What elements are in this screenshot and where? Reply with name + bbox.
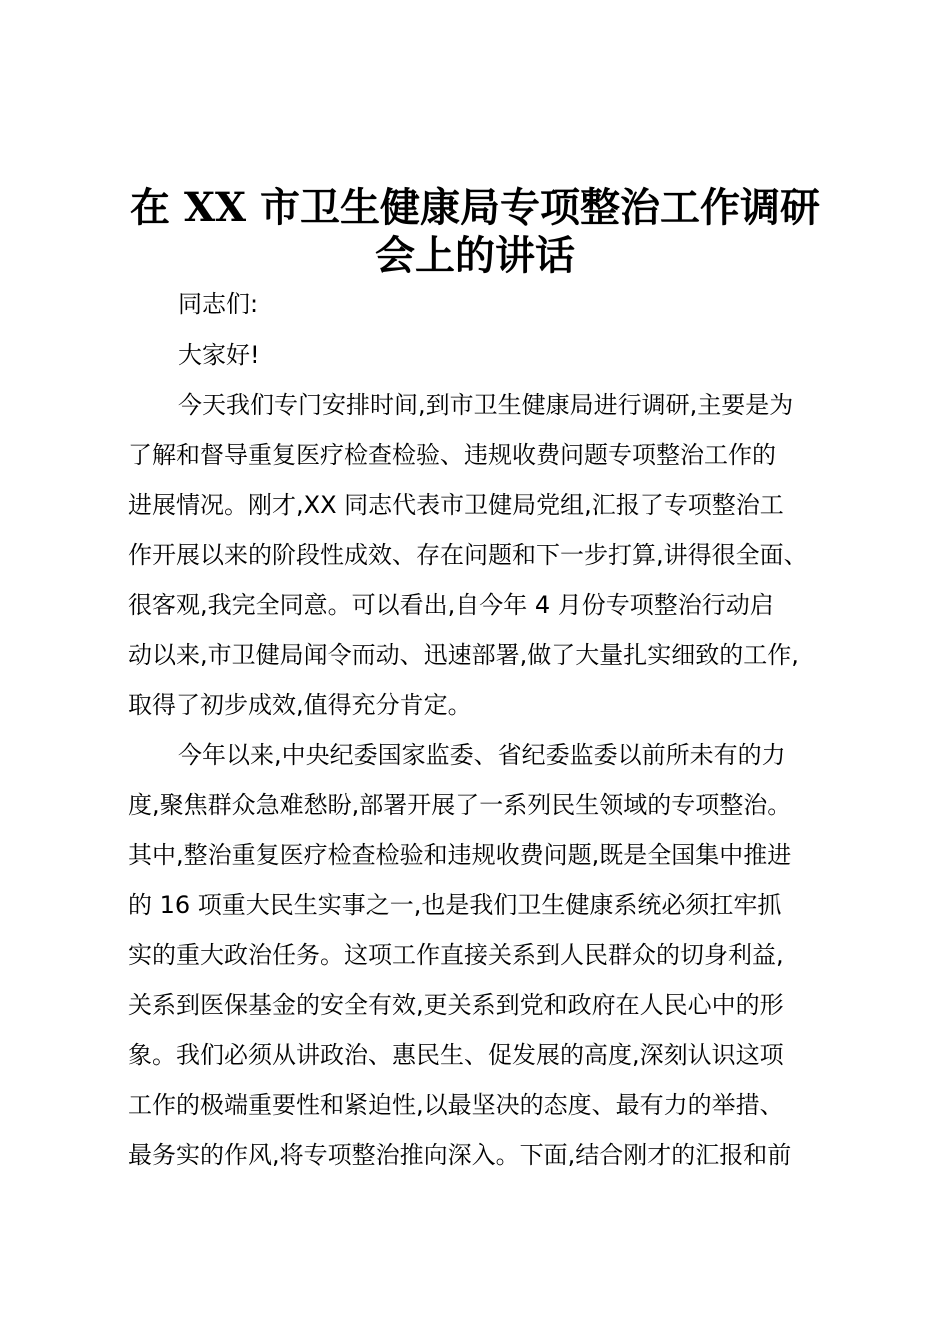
paragraph-line: 今天我们专门安排时间,到市卫生健康局进行调研,主要是为	[178, 391, 794, 419]
paragraph-line: 动以来,市卫健局闻令而动、迅速部署,做了大量扎实细致的工作,	[128, 641, 799, 669]
paragraph-line: 最务实的作风,将专项整治推向深入。下面,结合刚才的汇报和前	[128, 1141, 792, 1169]
document-title-line-2: 会上的讲话	[375, 232, 575, 279]
document-title-line-1: 在 XX 市卫生健康局专项整治工作调研	[130, 184, 820, 231]
paragraph-line: 的 16 项重大民生实事之一,也是我们卫生健康系统必须扛牢抓	[128, 891, 782, 919]
paragraph-line: 工作的极端重要性和紧迫性,以最坚决的态度、最有力的举措、	[128, 1091, 784, 1119]
paragraph-line: 进展情况。刚才,XX 同志代表市卫健局党组,汇报了专项整治工	[128, 491, 784, 519]
paragraph-line: 了解和督导重复医疗检查检验、违规收费问题专项整治工作的	[128, 441, 776, 469]
paragraph-line: 其中,整治重复医疗检查检验和违规收费问题,既是全国集中推进	[128, 841, 792, 869]
paragraph-line: 今年以来,中央纪委国家监委、省纪委监委以前所未有的力	[178, 741, 786, 769]
greeting: 大家好!	[178, 341, 260, 369]
paragraph-line: 很客观,我完全同意。可以看出,自今年 4 月份专项整治行动启	[128, 591, 774, 619]
salutation: 同志们:	[178, 290, 259, 318]
paragraph-line: 实的重大政治任务。这项工作直接关系到人民群众的切身利益,	[128, 941, 784, 969]
paragraph-line: 取得了初步成效,值得充分肯定。	[128, 691, 472, 719]
paragraph-line: 度,聚焦群众急难愁盼,部署开展了一系列民生领域的专项整治。	[128, 791, 792, 819]
paragraph-line: 关系到医保基金的安全有效,更关系到党和政府在人民心中的形	[128, 991, 784, 1019]
paragraph-line: 象。我们必须从讲政治、惠民生、促发展的高度,深刻认识这项	[128, 1041, 784, 1069]
paragraph-line: 作开展以来的阶段性成效、存在问题和下一步打算,讲得很全面、	[128, 541, 808, 569]
